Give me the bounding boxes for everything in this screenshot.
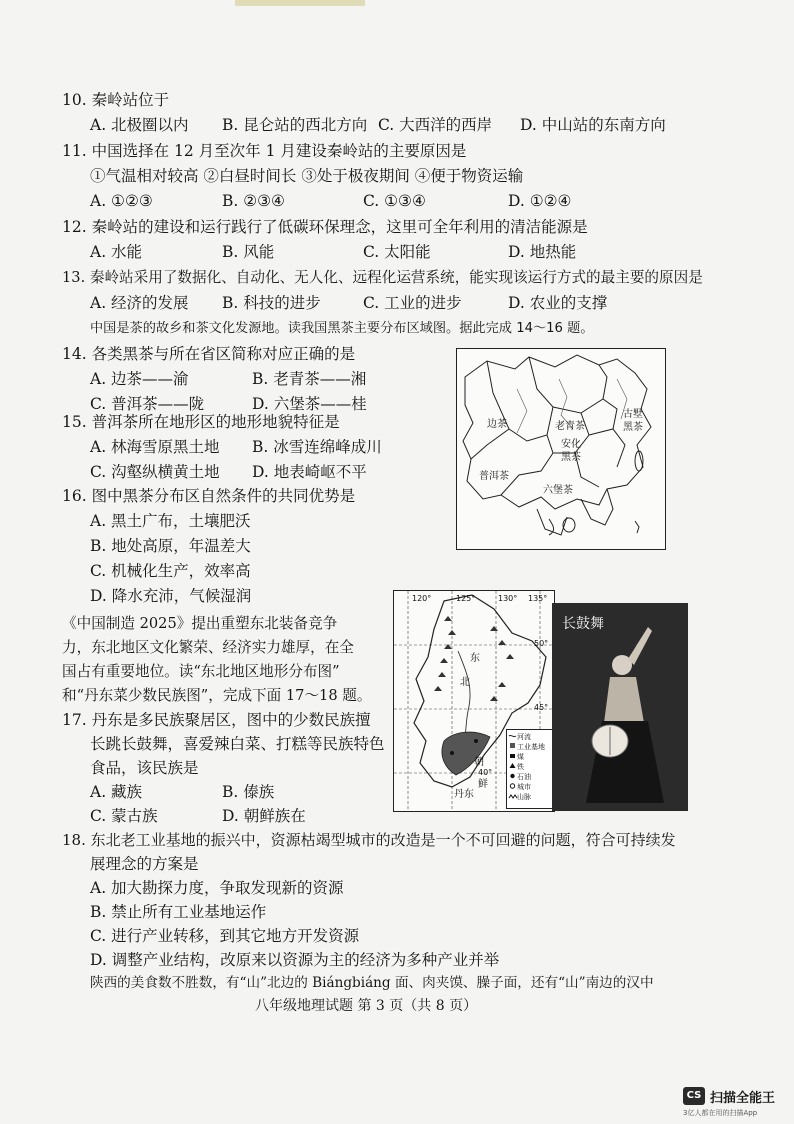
camscanner-tagline: 3亿人都在用的扫描App bbox=[683, 1109, 758, 1117]
q16-option-d: D. 降水充沛，气候湿润 bbox=[90, 587, 252, 605]
q17-option-a: A. 藏族 bbox=[90, 783, 143, 801]
q12-option-a: A. 水能 bbox=[90, 243, 143, 261]
q15-option-b: B. 冰雪连绵峰成川 bbox=[252, 438, 382, 456]
q16-option-c: C. 机械化生产，效率高 bbox=[90, 562, 251, 580]
q18-option-b: B. 禁止所有工业基地运作 bbox=[90, 903, 267, 921]
q12-option-c: C. 太阳能 bbox=[363, 243, 431, 261]
q18-stem-2: 展理念的方案是 bbox=[90, 855, 199, 873]
tea-label-gujin-1: 古墅 bbox=[623, 409, 643, 420]
legend-industrial-base: 工业基地 bbox=[517, 743, 545, 751]
q10-option-b: B. 昆仑站的西北方向 bbox=[222, 116, 368, 134]
q12-stem: 12. 秦岭站的建设和运行践行了低碳环保理念，这里可全年利用的清洁能源是 bbox=[62, 218, 588, 236]
q10-option-c: C. 大西洋的西岸 bbox=[378, 116, 493, 134]
q16-option-b: B. 地处高原，年温差大 bbox=[90, 537, 251, 555]
tea-label-puer: 普洱茶 bbox=[479, 471, 509, 482]
q13-option-d: D. 农业的支撑 bbox=[508, 294, 608, 312]
legend-mountain: 山脉 bbox=[517, 793, 531, 801]
q10-option-a: A. 北极圈以内 bbox=[90, 116, 189, 134]
legend-coal: 煤 bbox=[517, 753, 524, 761]
photo-title: 长鼓舞 bbox=[562, 616, 604, 632]
ne-region-bei: 北 bbox=[460, 677, 470, 688]
q18-option-c: C. 进行产业转移，到其它地方开发资源 bbox=[90, 927, 360, 945]
ne-region-dong: 东 bbox=[470, 653, 480, 664]
q16-stem: 16. 图中黑茶分布区自然条件的共同优势是 bbox=[62, 487, 356, 505]
q11-stem: 11. 中国选择在 12 月至次年 1 月建设秦岭站的主要原因是 bbox=[62, 142, 467, 160]
ne-map-legend bbox=[506, 729, 554, 809]
q17-stem-3: 食品，该民族是 bbox=[90, 759, 199, 777]
northeast-terrain-map bbox=[393, 590, 555, 812]
footer-bottom-text: 陕西的美食数不胜数，有“山”北边的 Biángbiáng 面、肉夹馍、臊子面，还有“山”南边的汉中 bbox=[90, 975, 654, 991]
legend-symbols bbox=[508, 730, 518, 806]
q14-option-d: D. 六堡茶——桂 bbox=[252, 395, 367, 413]
q13-stem: 13. 秦岭站采用了数据化、自动化、无人化、远程化运营系统，能实现该运行方式的最主要的原因是 bbox=[62, 269, 703, 286]
legend-city: 城市 bbox=[517, 783, 531, 791]
legend-river: 河流 bbox=[517, 733, 531, 741]
tea-label-liubao: 六堡茶 bbox=[543, 485, 573, 496]
ne-intro-line-2: 力，东北地区文化繁荣、经济实力雄厚，在全 bbox=[62, 639, 354, 656]
dancer-silhouette bbox=[552, 603, 688, 811]
legend-oil: 石油 bbox=[517, 773, 531, 781]
tea-label-laoqing: 老青茶 bbox=[555, 421, 585, 432]
ne-lon-label-2: 125° bbox=[456, 594, 476, 603]
tea-label-anhua-2: 黑茶 bbox=[561, 452, 581, 463]
q14-option-a: A. 边茶——渝 bbox=[90, 370, 189, 388]
q16-option-a: A. 黑土广布，土壤肥沃 bbox=[90, 512, 251, 530]
q11-option-d: D. ①②④ bbox=[508, 192, 572, 210]
q14-option-b: B. 老青茶——湘 bbox=[252, 370, 367, 388]
ne-lon-label-4: 135° bbox=[528, 594, 548, 603]
tea-label-anhua-1: 安化 bbox=[561, 439, 581, 450]
ne-intro-line-4: 和“丹东菜少数民族图”，完成下面 17～18 题。 bbox=[62, 687, 372, 704]
q15-option-c: C. 沟壑纵横黄土地 bbox=[90, 463, 220, 481]
ne-region-dandong: 丹东 bbox=[454, 789, 474, 800]
tea-label-gujin-2: 黑茶 bbox=[623, 422, 643, 433]
q11-option-a: A. ①②③ bbox=[90, 192, 153, 210]
q13-option-c: C. 工业的进步 bbox=[363, 294, 462, 312]
ne-lat-label-1: 50° bbox=[534, 639, 549, 648]
legend-iron: 铁 bbox=[517, 763, 524, 771]
q13-option-b: B. 科技的进步 bbox=[222, 294, 321, 312]
ne-region-xian: 鲜 bbox=[478, 779, 488, 790]
ne-lat-label-2: 45° bbox=[534, 703, 549, 712]
ne-intro-line-3: 国占有重要地位。读“东北地区地形分布图” bbox=[62, 663, 340, 680]
q15-option-a: A. 林海雪原黑土地 bbox=[90, 438, 220, 456]
q18-stem-1: 18. 东北老工业基地的振兴中，资源枯竭型城市的改造是一个不可回避的问题，符合可持续发 bbox=[62, 831, 676, 849]
q17-stem-1: 17. 丹东是多民族聚居区，图中的少数民族擅 bbox=[62, 711, 371, 729]
q10-option-d: D. 中山站的东南方向 bbox=[520, 116, 666, 134]
ne-lon-label-1: 120° bbox=[412, 594, 432, 603]
q18-option-a: A. 加大勘探力度，争取发现新的资源 bbox=[90, 879, 344, 897]
ne-lat-label-3: 40° bbox=[478, 768, 493, 777]
q11-items: ①气温相对较高 ②白昼时间长 ③处于极夜期间 ④便于物资运输 bbox=[90, 167, 524, 185]
q12-option-b: B. 风能 bbox=[222, 243, 275, 261]
q18-option-d: D. 调整产业结构，改原来以资源为主的经济为多种产业并举 bbox=[90, 951, 500, 969]
tea-label-bian: 边茶 bbox=[487, 419, 507, 430]
camscanner-name: 扫描全能王 bbox=[710, 1091, 776, 1106]
page-number-label: 八年级地理试题 第 3 页（共 8 页） bbox=[255, 998, 478, 1014]
top-smudge bbox=[235, 0, 365, 6]
ne-region-chao: 朝 bbox=[474, 757, 484, 768]
camscanner-logo-icon: CS bbox=[683, 1087, 705, 1105]
q12-option-d: D. 地热能 bbox=[508, 243, 577, 261]
tea-intro: 中国是茶的故乡和茶文化发源地。读我国黑茶主要分布区域图。据此完成 14～16 题。 bbox=[90, 321, 594, 336]
q17-option-b: B. 傣族 bbox=[222, 783, 275, 801]
q15-stem: 15. 普洱茶所在地形区的地形地貌特征是 bbox=[62, 413, 340, 431]
q14-option-c: C. 普洱茶——陇 bbox=[90, 395, 205, 413]
q17-option-d: D. 朝鲜族在 bbox=[222, 807, 306, 825]
ne-intro-line-1: 《中国制造 2025》提出重塑东北装备竞争 bbox=[62, 615, 338, 632]
black-tea-map bbox=[456, 348, 666, 550]
long-drum-dance-photo bbox=[552, 603, 688, 811]
ne-lon-label-3: 130° bbox=[498, 594, 518, 603]
q17-option-c: C. 蒙古族 bbox=[90, 807, 158, 825]
q11-option-b: B. ②③④ bbox=[222, 192, 285, 210]
q14-stem: 14. 各类黑茶与所在省区简称对应正确的是 bbox=[62, 345, 356, 363]
q17-stem-2: 长跳长鼓舞，喜爱辣白菜、打糕等民族特色 bbox=[90, 735, 385, 753]
q11-option-c: C. ①③④ bbox=[363, 192, 426, 210]
q15-option-d: D. 地表崎岖不平 bbox=[252, 463, 367, 481]
q13-option-a: A. 经济的发展 bbox=[90, 294, 189, 312]
q10-stem: 10. 秦岭站位于 bbox=[62, 91, 170, 109]
